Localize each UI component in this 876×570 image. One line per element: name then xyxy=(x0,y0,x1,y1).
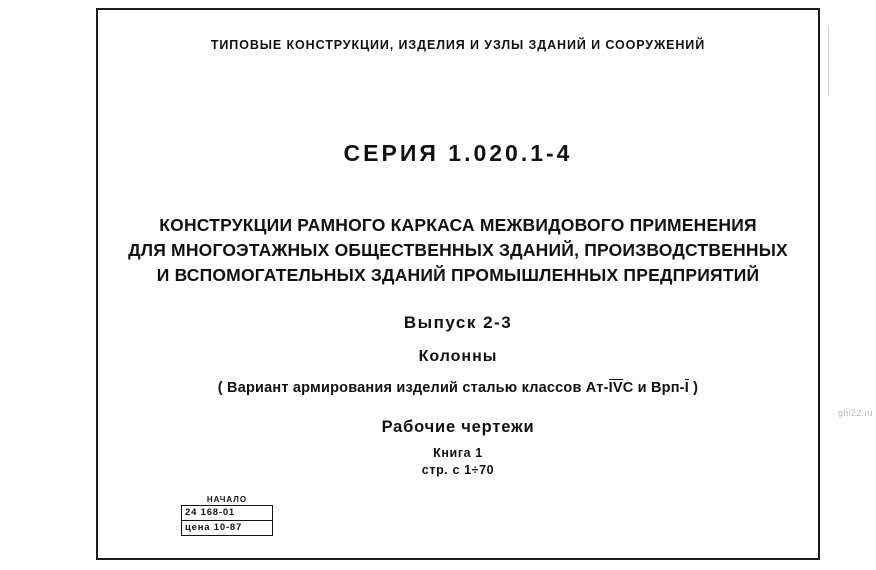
stamp-label: НАЧАЛО xyxy=(206,495,248,504)
stamp-price: цена 10-87 xyxy=(185,522,243,533)
document-title-line-1: КОНСТРУКЦИИ РАМНОГО КАРКАСА МЕЖВИДОВОГО ПРИМЕНЕНИЯ xyxy=(159,215,757,235)
stamp-code: 24 168-01 xyxy=(182,506,272,521)
reinforcement-variant xyxy=(96,380,820,396)
archive-stamp xyxy=(181,495,273,536)
variant-steel-class-1-suffix: С xyxy=(622,380,634,396)
book-number: Книга 1 xyxy=(433,446,483,460)
variant-suffix: ) xyxy=(688,380,699,396)
page-range: стр. с 1÷70 xyxy=(421,463,495,477)
variant-steel-class-2: I xyxy=(684,380,689,396)
document-title xyxy=(96,213,820,288)
title-page-content xyxy=(96,8,820,560)
document-subject: Колонны xyxy=(418,348,498,365)
variant-steel-class-1: IV xyxy=(608,380,623,396)
scan-edge-artifact xyxy=(828,26,829,96)
issue-number: Выпуск 2-3 xyxy=(403,313,513,332)
series-number: СЕРИЯ 1.020.1-4 xyxy=(343,140,573,166)
document-title-line-2: ДЛЯ МНОГОЭТАЖНЫХ ОБЩЕСТВЕННЫХ ЗДАНИЙ, ПРОИЗВОДСТВЕННЫХ xyxy=(128,240,788,260)
stamp-box xyxy=(181,505,273,536)
document-header: ТИПОВЫЕ КОНСТРУКЦИИ, ИЗДЕЛИЯ И УЗЛЫ ЗДАНИЙ И СООРУЖЕНИЙ xyxy=(210,38,706,52)
watermark: gbi22.ru xyxy=(838,408,873,418)
variant-mid: и Врп- xyxy=(633,380,685,396)
variant-prefix: ( Вариант армирования изделий сталью классов Ат- xyxy=(217,380,609,396)
document-title-line-3: И ВСПОМОГАТЕЛЬНЫХ ЗДАНИЙ ПРОМЫШЛЕННЫХ ПРЕДПРИЯТИЙ xyxy=(156,265,760,285)
drawings-label: Рабочие чертежи xyxy=(381,418,535,436)
